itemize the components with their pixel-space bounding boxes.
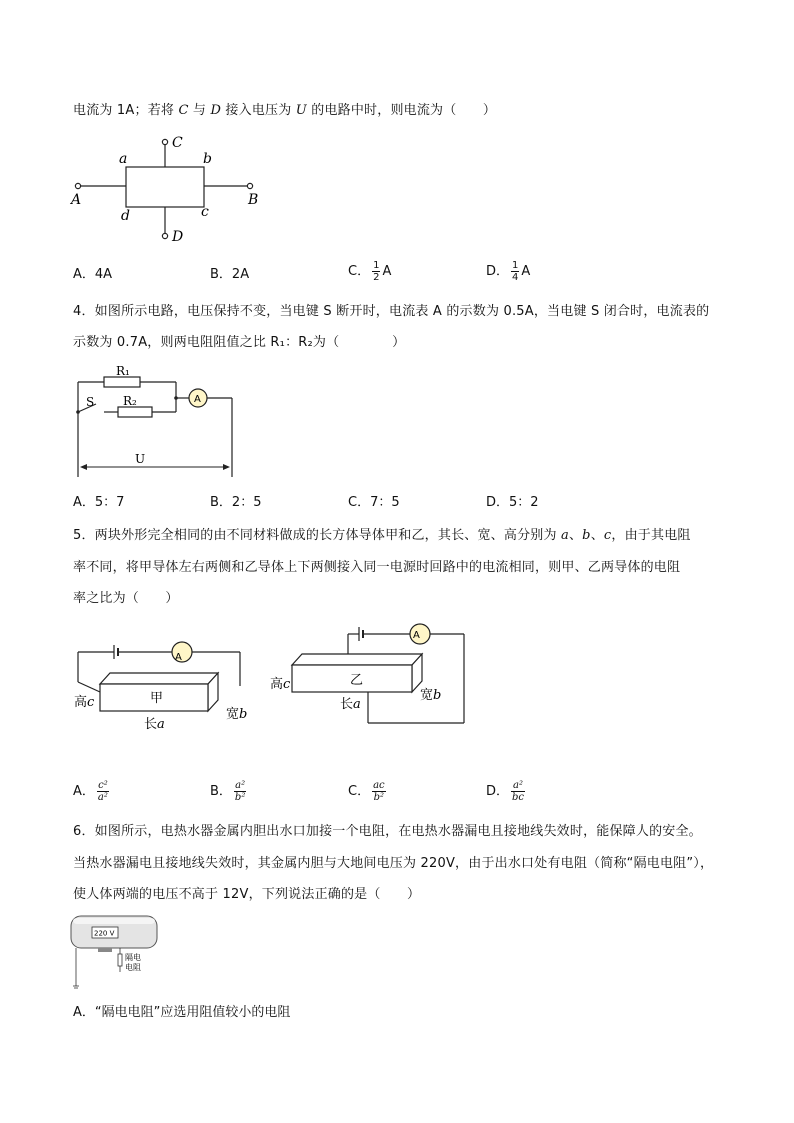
r1-label: R₁ — [116, 364, 130, 378]
jia-label: 甲 — [150, 691, 164, 706]
q6-stem-line3: 使人体两端的电压不高于 12V，下列说法正确的是（ ） — [73, 887, 421, 902]
q3-stem: 电流为 1A；若将 C 与 D 接入电压为 U 的电路中时，则电流为（ ） — [73, 103, 497, 118]
q3-option-b[interactable]: B．2A — [210, 267, 250, 282]
q4-option-b[interactable]: B．2：5 — [210, 495, 262, 510]
q4-stem-line2: 示数为 0.7A，则两电阻阻值之比 R₁：R₂为（ ） — [73, 335, 406, 350]
fraction: $\frac{\text{a²}}{bc}$ — [512, 780, 525, 803]
fraction: $\frac{\text{c²}}{\text{a²}}$ — [97, 780, 108, 803]
terminal-b-dot — [247, 183, 252, 188]
q6-option-a[interactable]: A．“隔电电阻”应选用阻值较小的电阻 — [73, 1005, 291, 1020]
fraction: $\frac{1}{4}$ — [512, 260, 519, 283]
fraction: $\frac{\text{a²}}{\text{b²}}$ — [234, 780, 246, 803]
yi-gao-label: 高c — [270, 677, 291, 692]
q5-option-c[interactable]: C． $\frac{ac}{\text{b²}}$ — [348, 780, 385, 803]
switch-label: S — [86, 395, 95, 409]
yi-label: 乙 — [350, 673, 364, 688]
q3-conductor-block — [126, 167, 204, 207]
isolation-resistor — [118, 954, 122, 966]
voltage-panel-label: 220 V — [94, 929, 115, 938]
q4-circuit-figure — [70, 360, 245, 482]
q5-option-a[interactable]: A． $\frac{\text{c²}}{\text{a²}}$ — [73, 780, 108, 803]
term-A-label: A — [71, 192, 82, 208]
q6-water-heater-figure — [70, 914, 160, 994]
yi-chang-label: 长a — [340, 697, 361, 712]
r2-resistor — [118, 407, 152, 417]
term-B-label: B — [248, 192, 259, 208]
q3-option-a[interactable]: A．4A — [73, 267, 113, 282]
terminal-a-dot — [75, 183, 80, 188]
q5-conductors-figure — [70, 620, 470, 735]
q5-stem-line2: 率不同，将甲导体左右两侧和乙导体上下两侧接入同一电源时回路中的电流相同，则甲、乙两导体的电阻 — [73, 560, 681, 575]
q6-stem-line1: 6．如图所示，电热水器金属内胆出水口加接一个电阻，在电热水器漏电且接地线失效时，能保障人的安全。 — [73, 824, 702, 839]
q5-option-d[interactable]: D． $\frac{\text{a²}}{bc}$ — [486, 780, 525, 803]
ammeter-label: A — [194, 394, 201, 405]
terminal-d-dot — [162, 233, 167, 238]
q6-stem-line2: 当热水器漏电且接地线失效时，其金属内胆与大地间电压为 220V，由于出水口处有电阻（简称“隔电电阻”）， — [73, 856, 714, 871]
ammeter-yi-label: A — [413, 630, 420, 641]
q5-stem-line1: 5．两块外形完全相同的由不同材料做成的长方体导体甲和乙，其长、宽、高分别为 a、b、c，由于其电阻 — [73, 528, 691, 543]
resistor-label-1: 隔电 — [125, 953, 141, 962]
corner-b-label: b — [203, 151, 212, 167]
fraction: $\frac{1}{2}$ — [373, 260, 380, 283]
q3-option-d[interactable]: D． $\frac{1}{4}$ A — [486, 260, 531, 283]
q4-option-a[interactable]: A．5：7 — [73, 495, 125, 510]
q4-stem-line1: 4．如图所示电路，电压保持不变，当电键 S 断开时，电流表 A 的示数为 0.5A，当电键 S 闭合时，电流表的 — [73, 304, 710, 319]
r2-label: R₂ — [123, 394, 137, 408]
q5-stem-line3: 率之比为（ ） — [73, 591, 179, 606]
q4-option-c[interactable]: C．7：5 — [348, 495, 400, 510]
resistor-label-2: 电阻 — [125, 963, 141, 972]
term-C-label: C — [172, 135, 183, 151]
fraction: $\frac{ac}{\text{b²}}$ — [373, 780, 385, 803]
jia-kuan-label: 宽b — [226, 707, 248, 722]
q4-option-d[interactable]: D．5：2 — [486, 495, 539, 510]
ammeter-jia-label: A — [175, 652, 182, 663]
terminal-c-dot — [162, 139, 167, 144]
jia-chang-label: 长a — [144, 717, 165, 732]
voltage-label: U — [135, 452, 146, 466]
corner-a-label: a — [119, 151, 128, 167]
term-D-label: D — [172, 229, 184, 245]
corner-d-label: d — [121, 208, 130, 224]
q3-option-c[interactable]: C． $\frac{1}{2}$ A — [348, 260, 392, 283]
corner-c-label: c — [201, 204, 209, 220]
q3-resistor-figure — [66, 130, 276, 246]
q5-option-b[interactable]: B． $\frac{\text{a²}}{\text{b²}}$ — [210, 780, 246, 803]
r1-resistor — [104, 377, 140, 387]
yi-kuan-label: 宽b — [420, 688, 442, 703]
jia-gao-label: 高c — [74, 695, 95, 710]
